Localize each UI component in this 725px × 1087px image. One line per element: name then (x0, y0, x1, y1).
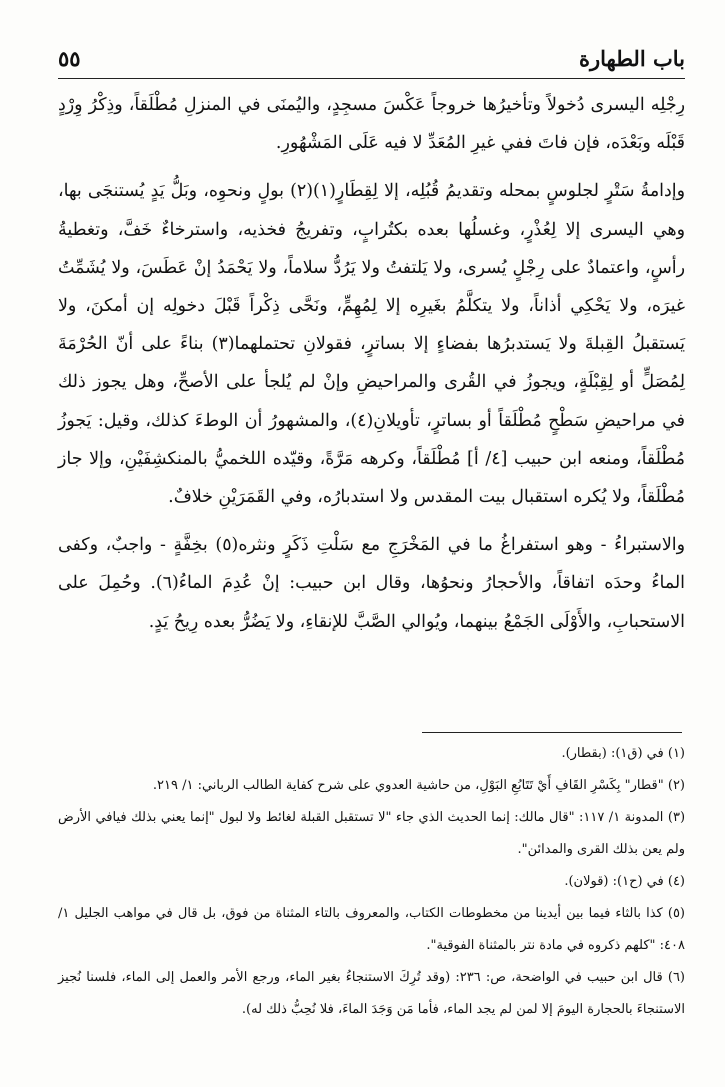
footnote: (٤) في (ح١): (قولان). (564, 874, 685, 889)
paragraph: وإدامةُ سَتْرٍ لجلوسٍ بمحله وتقديمُ قُبُلِه، إلا لِقِطَارٍ(١)(٢) بولٍ ونحوِه، وبَلُّ يَدٍ يُستنجَى بها، وهي اليسرى إلا لِعُذْرٍ، وغسلُها بعده بكتُرابٍ، وتفريجُ فخذيه، واسترخاءٌ خَفَّ، وتغطيةُ رأسٍ، واعتمادٌ على رِجْلٍ يُسرى، ولا يَلتفتُ ولا يَرُدُّ سلاماً، ولا يَحْمَدُ إنْ عَطَسَ، ولا يُشَمِّتُ غيرَه، ولا يَحْكِي أذاناً، ولا يتكلَّمُ بغَيرِه إلا لِمُهِمٍّ، ونَحَّى ذِكْراً قَبْلَ دخولِه إن أمكنَ، ولا يَستقبلُ القِبلةَ ولا يَستدبرُها بفضاءٍ إلا بساترٍ، فقولانِ تحتملهما(٣) بناءً على أنّ الحُرْمَةَ لِمُصَلٍّ أو لِقِبْلَةٍ، ويجوزُ في القُرى والمراحيضِ وإنْ لم يُلجأ على الأصحِّ، وهل يجوز ذلك في مراحيضِ سَطْحٍ مُطْلَقاً أو بساترٍ، تأويلانِ(٤)، والمشهورُ أن الوطءَ كذلك، وقيل: يَجوزُ مُطْلَقاً، ومنعه ابن حبيب [٤/ أ] مُطْلَقاً، وكرهه مَرَّةً، وقيّده اللخميُّ بالمنكشِفَيْنِ، وإلا جاز مُطْلَقاً، ولا يُكره استقبال بيت المقدس ولا استدبارُه، وفي القَمَرَيْنِ خلافٌ. (58, 181, 685, 508)
main-text (58, 86, 685, 641)
header-divider (58, 78, 685, 79)
paragraph: والاستبراءُ - وهو استفراغُ ما في المَخْرَجِ مع سَلْتِ ذَكَرٍ ونثره(٥) بخِفَّةٍ - واجبٌ، وكفى الماءُ وحدَه اتفاقاً، والأحجارُ ونحوُها، وقال ابن حبيب: إنْ عُدِمَ الماءُ(٦). وحُمِلَ على الاستحبابِ، والأَوْلَى الجَمْعُ بينهما، ويُوالي الصَّبَّ للإنقاءِ، ولا يَضُرُّ بعده رِيحُ يَدٍ. (58, 535, 686, 632)
page-number: ٥٥ (58, 45, 81, 71)
paragraph: رِجْلِه اليسرى دُخولاً وتأخيرُها خروجاً عَكْسَ مسجِدٍ، واليُمنَى في المنزلِ مُطْلَقاً، وذِكْرُ وِرْدٍ قَبْلَه وبَعْدَه، فإن فاتَ ففي غيرِ المُعَدِّ لا فيه عَلَى المَشْهُورِ. (58, 95, 685, 154)
chapter-title: باب الطهارة (578, 45, 685, 71)
footnote: (٥) كذا بالثاء فيما بين أيدينا من مخطوطات الكتاب، والمعروف بالتاء المثناة من فوق، بل قال في مواهب الجليل ١/ ٤٠٨: "كلهم ذكروه في مادة نتر بالمثناة الفوقية". (58, 906, 685, 953)
footnote: (٢) "قطار" بِكَسْرِ القَافِ أَيْ تَتَابُعِ البَوْلِ، من حاشية العدوي على شرح كفاية الطالب الرباني: ١/ ٢١٩. (152, 778, 685, 793)
footnote-divider (422, 732, 682, 733)
footnote: (٦) قال ابن حبيب في الواضحة، ص: ٢٣٦: (وقد تُرِكَ الاستنجاءُ بغير الماء، ورجع الأمر والعمل إلى الماء، فلسنا نُجيز الاستنجاءَ بالحجارة اليومَ إلا لمن لم يجد الماء، فأما مَن وَجَدَ الماءَ، فلا نُحِبُّ ذلك له). (58, 970, 685, 1017)
footnote: (٣) المدونة ١/ ١١٧: "قال مالك: إنما الحديث الذي جاء "لا تستقبل القبلة لغائط ولا لبول "إنما يعني بذلك فيافي الأرض ولم يعن بذلك القرى والمدائن". (58, 810, 686, 857)
running-header (58, 40, 685, 76)
footnote: (١) في (ق١): (بقطار). (561, 746, 685, 761)
footnotes (58, 738, 685, 1026)
